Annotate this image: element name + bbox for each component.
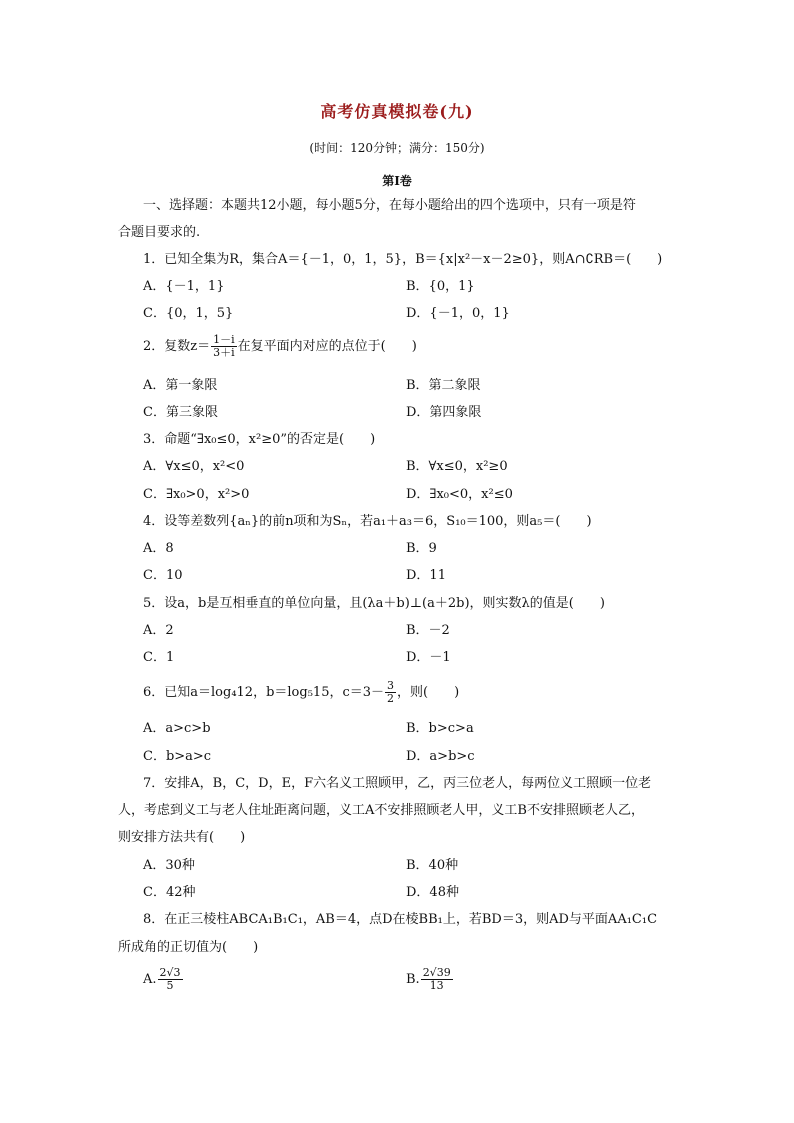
q6-fraction	[385, 680, 396, 705]
q6-fraction-den: 2	[387, 692, 395, 705]
q6-stem-post: ，则( )	[397, 685, 460, 700]
q2-option-b: B．第二象限	[406, 378, 481, 393]
q5-option-d: D．－1	[406, 650, 451, 665]
q7-stem-line3: 则安排方法共有( )	[118, 830, 246, 845]
q1-option-b: B．{0，1}	[406, 279, 475, 294]
q3-option-a: A．∀x≤0，x²<0	[143, 459, 245, 474]
q8-option-b-num: 2√39	[422, 966, 451, 979]
q1-stem: 1．已知全集为R，集合A＝{－1，0，1，5}，B＝{x|x²－x－2≥0}，则A∩∁RB＝( )	[143, 252, 663, 267]
q7-option-a: A．30种	[143, 858, 195, 873]
q5-stem: 5．设a，b是互相垂直的单位向量，且(λa＋b)⊥(a＋2b)，则实数λ的值是( )	[143, 596, 605, 611]
q7-stem-line1: 7．安排A，B，C，D，E，F六名义工照顾甲，乙，丙三位老人，每两位义工照顾一位老	[143, 776, 652, 791]
q6-stem	[143, 680, 459, 705]
q8-option-a-fraction	[158, 967, 183, 992]
q8-option-a-den: 5	[166, 979, 174, 992]
q3-option-c: C．∃x₀>0，x²>0	[143, 487, 250, 502]
q7-option-c: C．42种	[143, 885, 196, 900]
q8-stem-line2: 所成角的正切值为( )	[118, 940, 259, 955]
q5-option-c: C．1	[143, 650, 175, 665]
q6-option-b: B．b>c>a	[406, 721, 474, 736]
q2-stem-pre: 2．复数z＝	[143, 339, 211, 354]
section-instructions-line1: 一、选择题：本题共12小题，每小题5分，在每小题给出的四个选项中，只有一项是符	[143, 198, 636, 213]
q1-option-a: A．{－1，1}	[143, 279, 225, 294]
q6-option-c: C．b>a>c	[143, 749, 212, 764]
q8-option-a-label: A.	[143, 972, 157, 987]
q8-option-b-den: 13	[429, 979, 444, 992]
q8-stem-line1: 8．在正三棱柱ABCA₁B₁C₁，AB＝4，点D在棱BB₁上，若BD＝3，则AD与平面AA₁C₁C	[143, 912, 658, 927]
q8-option-a-num: 2√3	[159, 966, 181, 979]
exam-title: 高考仿真模拟卷(九)	[320, 102, 474, 121]
q4-stem: 4．设等差数列{aₙ}的前n项和为Sₙ，若a₁＋a₃＝6，S₁₀＝100，则a₅＝( )	[143, 514, 592, 529]
section-instructions-line2: 合题目要求的.	[118, 225, 201, 240]
q7-option-d: D．48种	[406, 885, 459, 900]
q8-option-a	[143, 967, 184, 992]
q8-option-b-label: B.	[406, 972, 420, 987]
q6-option-a: A．a>c>b	[143, 721, 211, 736]
q5-option-b: B．－2	[406, 623, 450, 638]
q7-stem-line2: 人，考虑到义工与老人住址距离问题，义工A不安排照顾老人甲，义工B不安排照顾老人乙，	[118, 803, 644, 818]
q4-option-d: D．11	[406, 568, 446, 583]
q1-option-d: D．{－1，0，1}	[406, 306, 510, 321]
q2-fraction-den: 3＋i	[213, 346, 235, 359]
q4-option-b: B．9	[406, 541, 437, 556]
q2-stem-post: 在复平面内对应的点位于( )	[237, 339, 417, 354]
q2-option-c: C．第三象限	[143, 405, 218, 420]
q8-option-b-fraction	[421, 967, 453, 992]
q3-option-d: D．∃x₀<0，x²≤0	[406, 487, 513, 502]
q2-option-d: D．第四象限	[406, 405, 482, 420]
q7-option-b: B．40种	[406, 858, 459, 873]
q4-option-a: A．8	[143, 541, 174, 556]
q2-option-a: A．第一象限	[143, 378, 218, 393]
q6-fraction-num: 3	[387, 679, 395, 692]
q2-fraction	[211, 334, 237, 359]
exam-subtitle: (时间：120分钟；满分：150分)	[309, 141, 485, 155]
q3-stem: 3．命题“∃x₀≤0，x²≥0”的否定是( )	[143, 432, 376, 447]
q4-option-c: C．10	[143, 568, 183, 583]
q6-option-d: D．a>b>c	[406, 749, 475, 764]
part-heading: 第Ⅰ卷	[382, 174, 412, 188]
q6-stem-pre: 6．已知a＝log₄12，b＝log₅15，c＝3－	[143, 685, 385, 700]
q5-option-a: A．2	[143, 623, 174, 638]
q2-fraction-num: 1－i	[213, 333, 235, 346]
q8-option-b	[406, 967, 454, 992]
q1-option-c: C．{0，1，5}	[143, 306, 234, 321]
q3-option-b: B．∀x≤0，x²≥0	[406, 459, 508, 474]
q2-stem	[143, 334, 417, 359]
